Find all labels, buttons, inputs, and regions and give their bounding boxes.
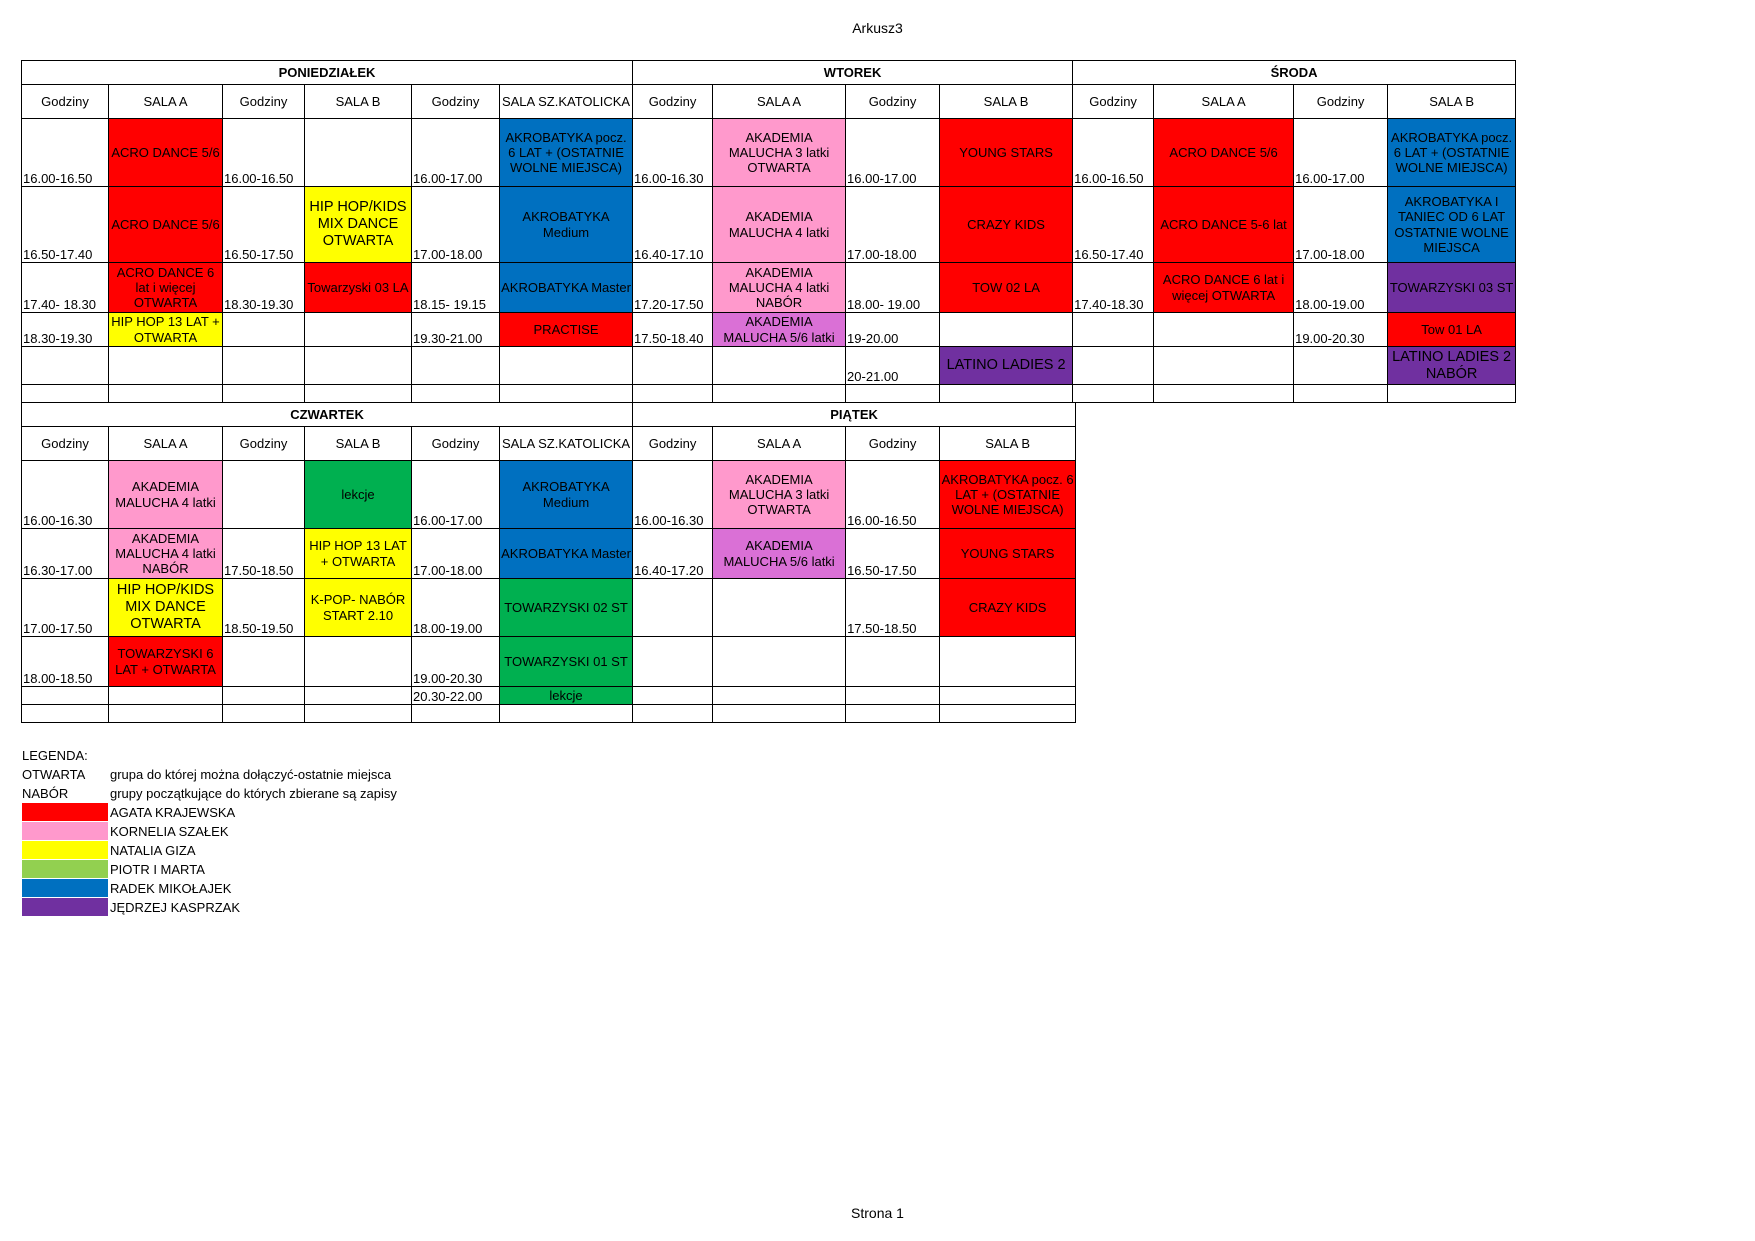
column-header-sala-a: SALA A [109,427,223,461]
class-cell [713,687,846,705]
class-cell [305,313,412,347]
time-cell: 16.00-16.30 [633,461,713,529]
time-cell: 16.50-17.50 [846,529,940,579]
class-cell [305,119,412,187]
class-cell [713,637,846,687]
legend-key-nabor: NABÓR [22,786,69,801]
time-cell: 18.00-18.50 [22,637,109,687]
time-cell: 17.00-18.00 [1294,187,1388,263]
time-cell: 18.50-19.50 [223,579,305,637]
column-header-sala-b: SALA B [305,85,412,119]
time-cell [22,687,109,705]
column-header-sala-a: SALA A [1154,85,1294,119]
time-cell: 16.30-17.00 [22,529,109,579]
time-cell: 17.00-18.00 [846,187,940,263]
column-header-hours: Godziny [633,427,713,461]
schedule-table-thu-fri [21,402,1076,723]
time-cell: 19.00-20.30 [412,637,500,687]
class-cell: K-POP- NABÓR START 2.10 [305,579,412,637]
class-cell: TOW 02 LA [940,263,1073,313]
class-cell: AKADEMIA MALUCHA 4 latki [713,187,846,263]
class-cell [109,347,223,385]
class-cell: HIP HOP/KIDS MIX DANCE OTWARTA [109,579,223,637]
time-cell: 16.50-17.40 [22,187,109,263]
class-cell: TOWARZYSKI 02 ST [500,579,633,637]
time-cell: 16.00-17.00 [412,461,500,529]
class-cell: AKADEMIA MALUCHA 5/6 latki [713,529,846,579]
column-header-hours: Godziny [633,85,713,119]
column-header-sala-katolicka: SALA SZ.KATOLICKA [500,427,633,461]
class-cell: ACRO DANCE 5/6 [109,119,223,187]
time-cell [1073,313,1154,347]
class-cell: AKROBATYKA Medium [500,187,633,263]
instructor-name: NATALIA GIZA [110,843,196,858]
time-cell [223,313,305,347]
class-cell: AKROBATYKA pocz. 6 LAT + (OSTATNIE WOLNE MIEJSCA) [500,119,633,187]
column-header-hours: Godziny [1073,85,1154,119]
class-cell: lekcje [500,687,633,705]
time-cell: 17.50-18.50 [846,579,940,637]
class-cell: ACRO DANCE 6 lat i więcej OTWARTA [1154,263,1294,313]
instructor-name: AGATA KRAJEWSKA [110,805,236,820]
class-cell: AKROBATYKA Master [500,529,633,579]
time-cell: 16.50-17.40 [1073,187,1154,263]
class-cell: YOUNG STARS [940,529,1076,579]
day-header-tuesday: WTOREK [633,61,1073,85]
time-cell: 17.40- 18.30 [22,263,109,313]
time-cell: 20.30-22.00 [412,687,500,705]
time-cell: 16.00-17.00 [846,119,940,187]
schedule-table-mon-wed [21,60,1516,403]
class-cell: AKADEMIA MALUCHA 4 latki NABÓR [713,263,846,313]
class-cell: ACRO DANCE 5/6 [1154,119,1294,187]
time-cell: 16.40-17.20 [633,529,713,579]
time-cell [846,687,940,705]
instructor-name: PIOTR I MARTA [110,862,205,877]
class-cell: Towarzyski 03 LA [305,263,412,313]
time-cell [846,637,940,687]
class-cell [109,687,223,705]
time-cell [633,579,713,637]
class-cell: HIP HOP 13 LAT + OTWARTA [305,529,412,579]
column-header-sala-b: SALA B [940,85,1073,119]
class-cell: AKADEMIA MALUCHA 4 latki [109,461,223,529]
column-header-hours: Godziny [223,427,305,461]
class-cell [1154,347,1294,385]
class-cell: ACRO DANCE 6 lat i więcej OTWARTA [109,263,223,313]
class-cell: AKADEMIA MALUCHA 3 latki OTWARTA [713,461,846,529]
column-header-hours: Godziny [412,427,500,461]
column-header-hours: Godziny [22,85,109,119]
time-cell: 19.30-21.00 [412,313,500,347]
class-cell: lekcje [305,461,412,529]
instructor-name: RADEK MIKOŁAJEK [110,881,232,896]
class-cell: ACRO DANCE 5-6 lat [1154,187,1294,263]
time-cell: 17.50-18.50 [223,529,305,579]
class-cell: CRAZY KIDS [940,579,1076,637]
class-cell [940,637,1076,687]
column-header-sala-a: SALA A [109,85,223,119]
time-cell [223,687,305,705]
page-footer: Strona 1 [851,1205,904,1221]
column-header-hours: Godziny [22,427,109,461]
column-header-hours: Godziny [1294,85,1388,119]
time-cell: 19-20.00 [846,313,940,347]
instructor-name: JĘDRZEJ KASPRZAK [110,900,241,915]
class-cell [1154,313,1294,347]
class-cell [940,687,1076,705]
class-cell: AKROBATYKA pocz. 6 LAT + (OSTATNIE WOLNE MIEJSCA) [1388,119,1516,187]
column-header-hours: Godziny [223,85,305,119]
time-cell: 17.40-18.30 [1073,263,1154,313]
class-cell: TOWARZYSKI 03 ST [1388,263,1516,313]
class-cell [713,579,846,637]
time-cell [223,347,305,385]
time-cell [633,637,713,687]
time-cell: 17.00-18.00 [412,529,500,579]
legend-desc-nabor: grupy początkujące do których zbierane są zapisy [110,786,397,801]
column-header-hours: Godziny [412,85,500,119]
time-cell: 18.00-19.00 [1294,263,1388,313]
class-cell [500,347,633,385]
class-cell: LATINO LADIES 2 NABÓR [1388,347,1516,385]
class-cell: TOWARZYSKI 6 LAT + OTWARTA [109,637,223,687]
column-header-sala-b: SALA B [1388,85,1516,119]
class-cell [305,347,412,385]
time-cell: 17.50-18.40 [633,313,713,347]
time-cell: 17.00-17.50 [22,579,109,637]
time-cell: 18.00- 19.00 [846,263,940,313]
time-cell: 16.00-16.50 [22,119,109,187]
color-swatch [22,841,108,859]
time-cell: 16.00-16.50 [846,461,940,529]
time-cell: 17.20-17.50 [633,263,713,313]
column-header-sala-a: SALA A [713,427,846,461]
class-cell [713,347,846,385]
color-swatch [22,879,108,897]
class-cell: AKADEMIA MALUCHA 5/6 latki [713,313,846,347]
legend-key-otwarta: OTWARTA [22,767,86,782]
time-cell: 16.00-16.50 [223,119,305,187]
time-cell: 18.30-19.30 [22,313,109,347]
instructor-name: KORNELIA SZAŁEK [110,824,229,839]
time-cell: 16.00-16.30 [22,461,109,529]
class-cell: AKROBATYKA pocz. 6 LAT + (OSTATNIE WOLNE MIEJSCA) [940,461,1076,529]
class-cell: PRACTISE [500,313,633,347]
time-cell [633,347,713,385]
class-cell: YOUNG STARS [940,119,1073,187]
color-swatch [22,803,108,821]
class-cell: HIP HOP/KIDS MIX DANCE OTWARTA [305,187,412,263]
day-header-thursday: CZWARTEK [22,403,633,427]
time-cell [1073,347,1154,385]
class-cell: AKADEMIA MALUCHA 4 latki NABÓR [109,529,223,579]
day-header-wednesday: ŚRODA [1073,61,1516,85]
class-cell: TOWARZYSKI 01 ST [500,637,633,687]
time-cell: 18.15- 19.15 [412,263,500,313]
legend-desc-otwarta: grupa do której można dołączyć-ostatnie miejsca [110,767,392,782]
time-cell: 19.00-20.30 [1294,313,1388,347]
class-cell: LATINO LADIES 2 [940,347,1073,385]
day-header-monday: PONIEDZIAŁEK [22,61,633,85]
day-header-friday: PIĄTEK [633,403,1076,427]
time-cell: 16.00-17.00 [1294,119,1388,187]
class-cell [305,637,412,687]
class-cell [940,313,1073,347]
class-cell: Tow 01 LA [1388,313,1516,347]
class-cell: AKROBATYKA Medium [500,461,633,529]
column-header-sala-a: SALA A [713,85,846,119]
time-cell [1294,347,1388,385]
time-cell: 16.00-16.50 [1073,119,1154,187]
class-cell: ACRO DANCE 5/6 [109,187,223,263]
class-cell [305,687,412,705]
time-cell: 17.00-18.00 [412,187,500,263]
time-cell [412,347,500,385]
time-cell [633,687,713,705]
time-cell: 16.00-17.00 [412,119,500,187]
time-cell: 16.40-17.10 [633,187,713,263]
class-cell: CRAZY KIDS [940,187,1073,263]
column-header-sala-b: SALA B [305,427,412,461]
time-cell: 18.30-19.30 [223,263,305,313]
column-header-sala-b: SALA B [940,427,1076,461]
time-cell: 16.50-17.50 [223,187,305,263]
column-header-hours: Godziny [846,427,940,461]
legend-title: LEGENDA: [22,748,88,763]
time-cell [223,637,305,687]
color-swatch [22,898,108,916]
time-cell: 18.00-19.00 [412,579,500,637]
column-header-hours: Godziny [846,85,940,119]
class-cell: HIP HOP 13 LAT + OTWARTA [109,313,223,347]
time-cell: 20-21.00 [846,347,940,385]
class-cell: AKROBATYKA I TANIEC OD 6 LAT OSTATNIE WOLNE MIEJSCA [1388,187,1516,263]
time-cell [223,461,305,529]
class-cell: AKROBATYKA Master [500,263,633,313]
class-cell: AKADEMIA MALUCHA 3 latki OTWARTA [713,119,846,187]
column-header-sala-katolicka: SALA SZ.KATOLICKA [500,85,633,119]
color-swatch [22,860,108,878]
time-cell: 16.00-16.30 [633,119,713,187]
sheet-title: Arkusz3 [852,20,903,36]
color-swatch [22,822,108,840]
time-cell [22,347,109,385]
